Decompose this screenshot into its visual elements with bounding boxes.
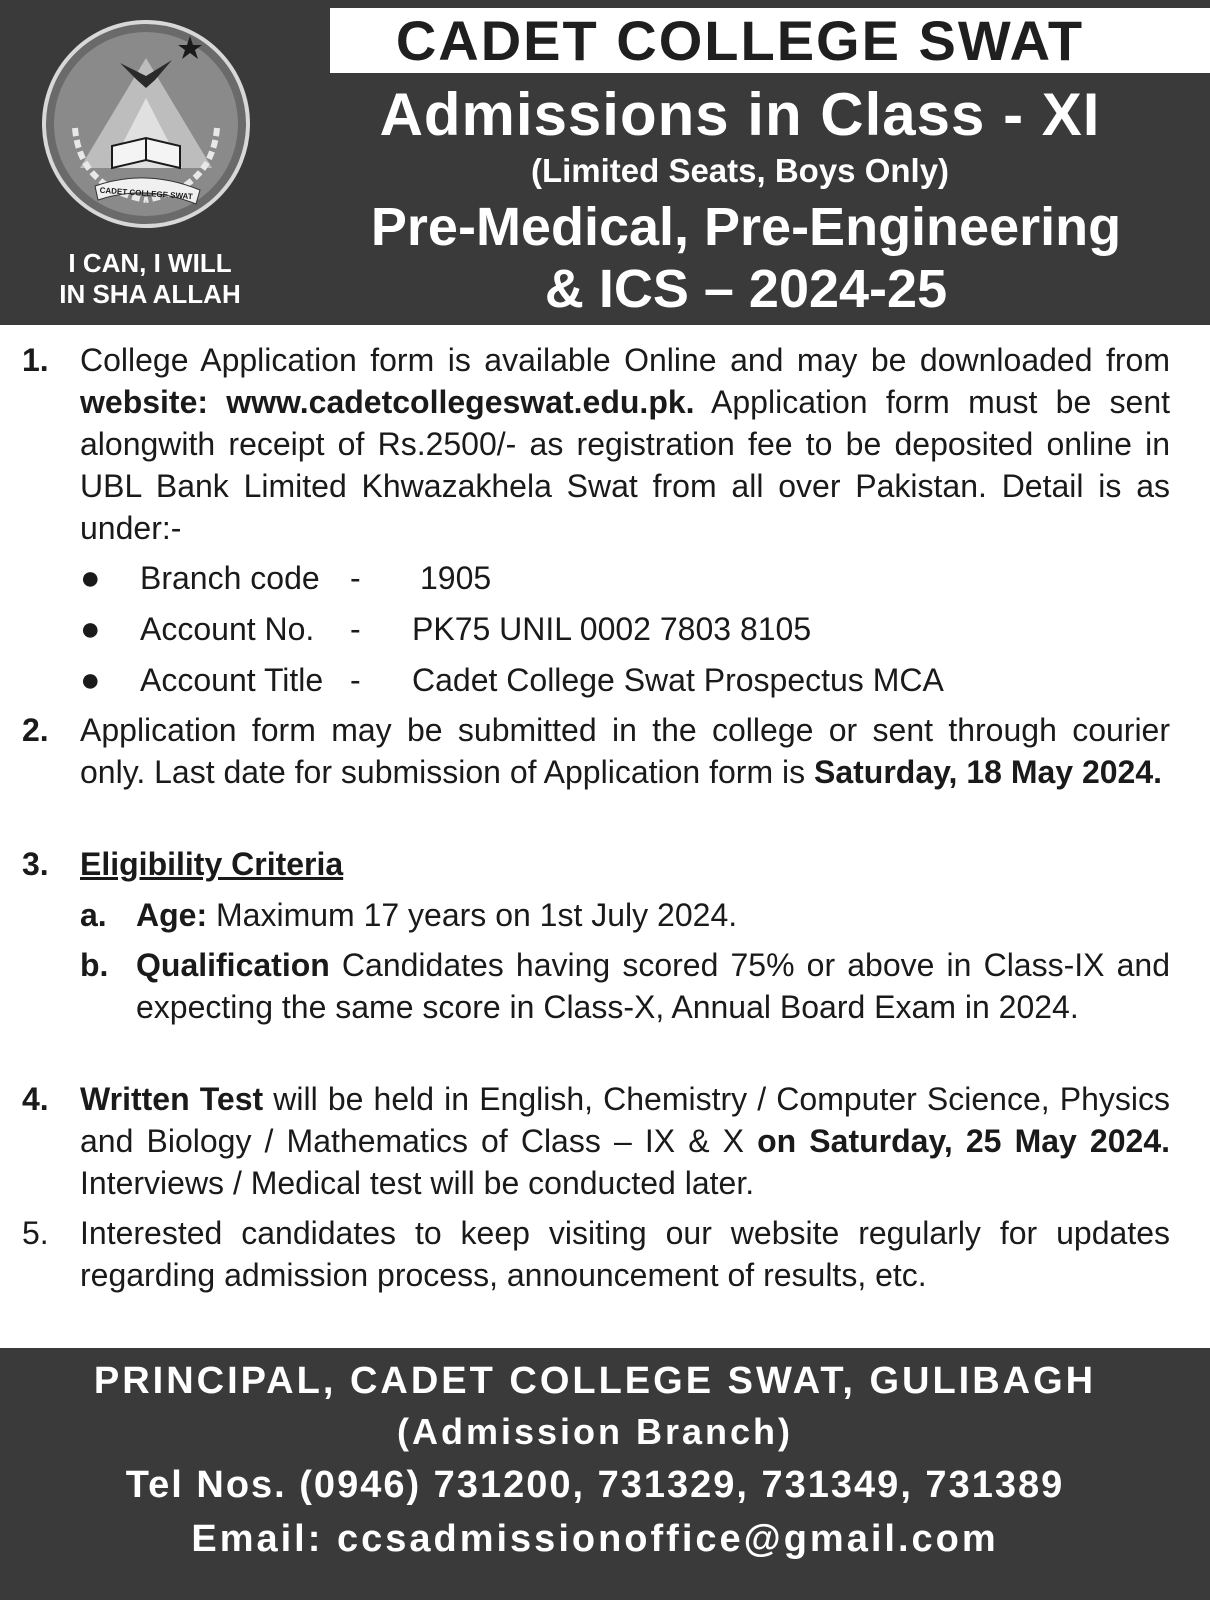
bullet-account-no: [10, 608, 1185, 650]
bullet-label: Account Title: [140, 662, 324, 698]
bullet-label: Account No.: [140, 611, 315, 647]
sub-letter: b.: [80, 947, 109, 983]
bullet-dash: -: [350, 662, 361, 698]
text-segment: College Application form is available Online and may be downloaded from: [80, 342, 1170, 378]
item-text: [80, 843, 1170, 885]
footer-email: Email: ccsadmissionoffice@gmail.com: [191, 1518, 999, 1560]
item-number: 5.: [22, 1215, 49, 1251]
item-number: 1.: [22, 342, 49, 378]
motto-line-2: IN SHA ALLAH: [59, 279, 241, 309]
footer-principal: PRINCIPAL, CADET COLLEGE SWAT, GULIBAGH: [93, 1360, 1097, 1402]
bullet-label: Branch code: [140, 560, 320, 596]
text-segment: Maximum 17 years on 1st July 2024.: [207, 897, 738, 933]
bullet-dash: -: [350, 611, 361, 647]
bullet-value: 1905: [420, 560, 492, 596]
college-crest-icon: [40, 18, 252, 230]
admission-title: Admissions in Class - XI: [379, 81, 1101, 148]
eligibility-heading: Eligibility Criteria: [80, 846, 344, 882]
seat-note: (Limited Seats, Boys Only): [530, 152, 950, 189]
advertisement-body: [10, 333, 1185, 1338]
text-segment: Application form may be submitted in the college or sent through courier only. Last date for submission of Application form is: [80, 712, 1170, 790]
bullet-branch-code: [10, 557, 1185, 599]
footer-phone: Tel Nos. (0946) 731200, 731329, 731349, 731389: [125, 1464, 1065, 1506]
programs-line-2: & ICS – 2024-25: [544, 259, 948, 319]
text-segment: Age:: [136, 897, 208, 933]
sub-text: [136, 894, 1170, 936]
text-segment: Application form must be sent alongwith receipt of Rs.2500/- as registration fee to be deposited online in UBL Bank Limited Khwazakhela Swat from all over Pakistan. Detail is as under:-: [80, 384, 1171, 546]
bullet-icon: ●: [80, 559, 101, 597]
item-number: 3.: [22, 846, 49, 882]
bullet-icon: ●: [80, 661, 101, 699]
test-date-text: on Saturday, 25 May 2024.: [757, 1123, 1171, 1159]
item-text: [80, 339, 1170, 549]
bullet-value: PK75 UNIL 0002 7803 8105: [412, 611, 812, 647]
crest-ribbon-text: CADET COLLEGE SWAT: [99, 185, 193, 202]
bullet-account-title: [10, 659, 1185, 701]
item-text: Interested candidates to keep visiting our website regularly for updates regarding admission process, announcement of results, etc.: [80, 1215, 1170, 1293]
bullet-value: Cadet College Swat Prospectus MCA: [412, 662, 944, 698]
programs-line-1: Pre-Medical, Pre-Engineering: [370, 197, 1122, 257]
text-segment: Written Test: [80, 1081, 264, 1117]
item-text: [80, 1078, 1170, 1204]
footer-contact: [0, 1348, 1210, 1600]
website-link-text: website: www.cadetcollegeswat.edu.pk.: [80, 384, 695, 420]
item-text: [80, 709, 1170, 793]
bullet-dash: -: [350, 560, 361, 596]
motto-line-1: I CAN, I WILL: [68, 248, 232, 278]
text-segment: Qualification: [136, 947, 330, 983]
text-segment: will be held in English, Chemistry / Computer Science, Physics and Biology / Mathematics of Class – IX & X: [80, 1081, 1171, 1159]
item-number: 2.: [22, 712, 49, 748]
item-number: 4.: [22, 1081, 49, 1117]
bullet-icon: ●: [80, 610, 101, 648]
college-motto: [30, 248, 270, 310]
header-banner: [0, 0, 1210, 325]
text-segment: Interviews / Medical test will be conducted later.: [80, 1165, 755, 1201]
sub-text: [136, 944, 1170, 1028]
text-segment: Candidates having scored 75% or above in Class-IX and expecting the same score in Class-X, Annual Board Exam in 2024.: [136, 947, 1170, 1025]
college-name: CADET COLLEGE SWAT: [395, 9, 1085, 72]
sub-letter: a.: [80, 897, 107, 933]
footer-branch: (Admission Branch): [396, 1411, 794, 1452]
deadline-text: Saturday, 18 May 2024.: [813, 754, 1163, 790]
